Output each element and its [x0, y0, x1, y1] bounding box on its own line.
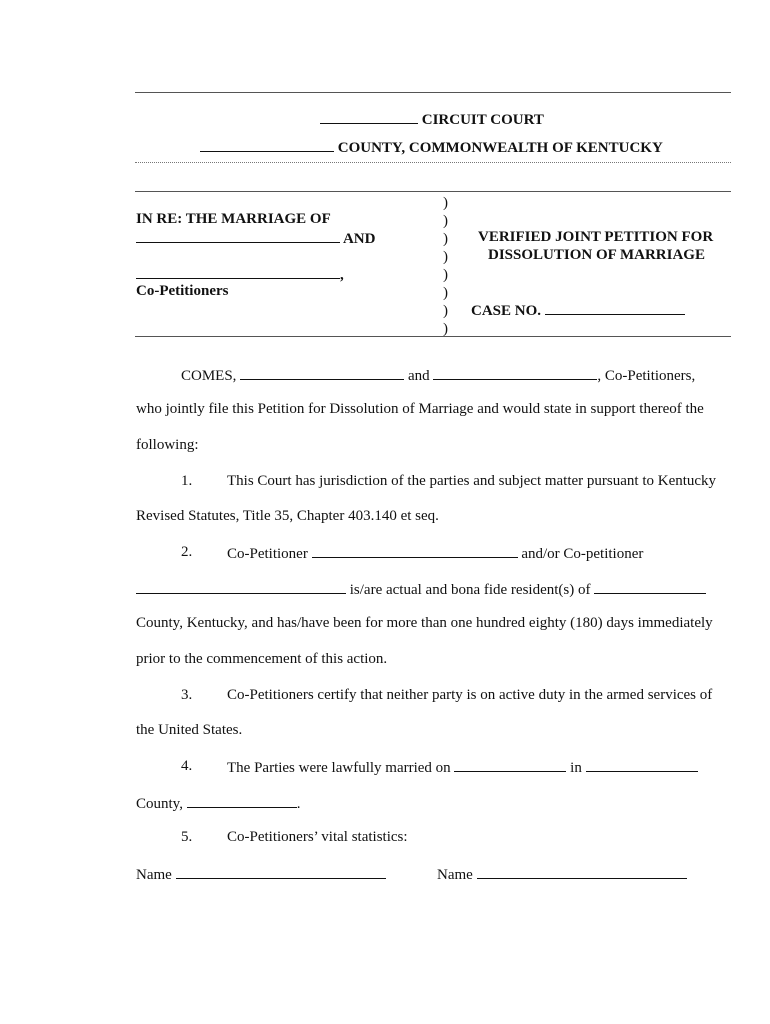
- caption-top-rule: [135, 191, 731, 192]
- p4-married-label: The Parties were lawfully married on: [227, 760, 451, 776]
- petition-title-line2: DISSOLUTION OF MARRIAGE: [488, 247, 705, 263]
- p5-number: 5.: [181, 829, 193, 845]
- court-blank[interactable]: [320, 110, 418, 124]
- p2-line1: [227, 544, 643, 563]
- comes-label: COMES,: [181, 368, 237, 384]
- intro-line3: following:: [136, 437, 199, 453]
- in-re-marriage: IN RE: THE MARRIAGE OF: [136, 211, 331, 227]
- and-label: AND: [342, 231, 376, 247]
- county-blank[interactable]: [200, 138, 334, 152]
- case-number-blank[interactable]: [545, 301, 685, 315]
- p4-period: .: [296, 796, 301, 812]
- p3-line1: Co-Petitioners certify that neither party is on active duty in the armed services of: [227, 687, 713, 703]
- p3-number: 3.: [181, 687, 193, 703]
- paren: ): [443, 285, 448, 301]
- comes-line: [181, 366, 695, 385]
- and-word: and: [407, 368, 430, 384]
- circuit-court-label: CIRCUIT COURT: [421, 112, 544, 128]
- paren: ): [443, 249, 448, 265]
- p4-number: 4.: [181, 758, 193, 774]
- petition-title-line1: VERIFIED JOINT PETITION FOR: [478, 229, 714, 245]
- p4-line1: [227, 758, 698, 777]
- p2-line3: County, Kentucky, and has/have been for more than one hundred eighty (180) days immediately: [136, 615, 713, 631]
- p2-number: 2.: [181, 544, 193, 560]
- circuit-court-line: [320, 110, 544, 129]
- p4-in-label: in: [570, 760, 582, 776]
- p1-line2: Revised Statutes, Title 35, Chapter 403.140 et seq.: [136, 508, 439, 524]
- county-commonwealth-label: COUNTY, COMMONWEALTH OF KENTUCKY: [337, 140, 663, 156]
- name-blank-2[interactable]: [477, 865, 687, 879]
- p4-date-blank[interactable]: [454, 758, 566, 772]
- p3-line2: the United States.: [136, 722, 243, 738]
- p2-line4: prior to the commencement of this action.: [136, 651, 388, 667]
- p2-county-blank[interactable]: [594, 580, 706, 594]
- paren: ): [443, 267, 448, 283]
- party1-line: [136, 229, 375, 248]
- comes-party1-blank[interactable]: [240, 366, 404, 380]
- p2-co-petitioner2-blank[interactable]: [136, 580, 346, 594]
- party2-name-blank[interactable]: [136, 265, 340, 279]
- paren: ): [443, 195, 448, 211]
- intro-line2: who jointly file this Petition for Dissolution of Marriage and would state in support thereof the: [136, 401, 704, 417]
- paren-column: [443, 194, 448, 338]
- p1-number: 1.: [181, 473, 193, 489]
- county-line: [200, 138, 663, 157]
- co-petitioners-suffix: , Co-Petitioners,: [597, 368, 696, 384]
- p2-resident-label: is/are actual and bona fide resident(s) of: [349, 582, 591, 598]
- p2-line2: [136, 580, 706, 599]
- header-dotted-rule: [135, 162, 731, 163]
- party2-line: [136, 265, 344, 284]
- party1-name-blank[interactable]: [136, 229, 340, 243]
- co-petitioners-label: Co-Petitioners: [136, 283, 229, 299]
- case-no-label: CASE NO.: [471, 303, 542, 319]
- paren: ): [443, 231, 448, 247]
- caption-bottom-rule: [135, 336, 731, 337]
- name-field-1: [136, 865, 386, 884]
- p1-line1: This Court has jurisdiction of the parties and subject matter pursuant to Kentucky: [227, 473, 717, 489]
- p5-text: Co-Petitioners’ vital statistics:: [227, 829, 408, 845]
- p4-county-blank[interactable]: [187, 794, 297, 808]
- p2-co-petitioner-label: Co-Petitioner: [227, 546, 308, 562]
- paren: ): [443, 321, 448, 337]
- top-rule: [135, 92, 731, 93]
- comma: ,: [340, 267, 344, 283]
- p4-line2: [136, 794, 300, 813]
- p4-county-label: County,: [136, 796, 183, 812]
- comes-party2-blank[interactable]: [433, 366, 597, 380]
- paren: ): [443, 213, 448, 229]
- name-label-2: Name: [437, 867, 473, 883]
- p2-and-or-label: and/or Co-petitioner: [521, 546, 644, 562]
- name-blank-1[interactable]: [176, 865, 386, 879]
- p4-place-blank[interactable]: [586, 758, 698, 772]
- name-label-1: Name: [136, 867, 172, 883]
- p2-co-petitioner-blank[interactable]: [312, 544, 518, 558]
- name-field-2: [437, 865, 687, 884]
- paren: ): [443, 303, 448, 319]
- case-number-line: [471, 301, 685, 320]
